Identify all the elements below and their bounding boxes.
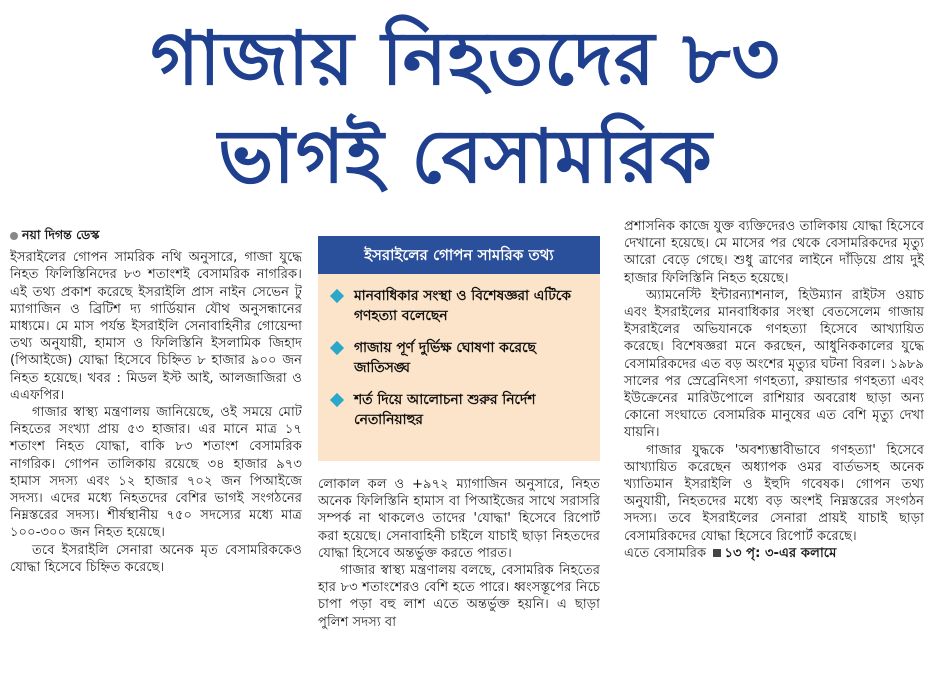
headline bbox=[0, 0, 931, 222]
paragraph: লোকাল কল ও +৯৭২ ম্যাগাজিন অনুসারে, নিহত অনেক ফিলিস্তিনি হামাস বা পিআইজের সাথে সরাসরি সম্পর্ক না থাকলেও তাদের 'যোদ্ধা' হিসেবে রিপোর্ট করা হয়েছে। সেনাবাহিনী চাইলে যাচাই ছাড়া নিহতদের যোদ্ধা হিসেবে অন্তর্ভুক্ত করতে পারত। bbox=[318, 477, 600, 561]
diamond-bullet-icon bbox=[330, 341, 344, 355]
infobox-title: ইসরাইলের গোপন সামরিক তথ্য bbox=[318, 236, 600, 274]
continuation-lead: এতে বেসামরিক bbox=[624, 545, 707, 561]
paragraph: গাজার স্বাস্থ্য মন্ত্রণালয় বলছে, বেসামরিক নিহতের হার ৮৩ শতাংশেরও বেশি হতে পারে। ধ্বংসস্তূপের নিচে চাপা পড়া বহু লাশ এতে অন্তর্ভুক্ত হয়নি। এ ছাড়া পুলিশ সদস্য বা bbox=[318, 563, 600, 630]
byline-text: নয়া দিগন্ত ডেস্ক bbox=[22, 227, 100, 242]
column-1 bbox=[10, 226, 302, 576]
infobox-list bbox=[318, 274, 600, 430]
paragraph: গাজার স্বাস্থ্য মন্ত্রণালয় জানিয়েছে, ওই সময়ে মোট নিহতের সংখ্যা প্রায় ৫৩ হাজার। এর মানে মাত্র ১৭ শতাংশ নিহত যোদ্ধা, বাকি ৮৩ শতাংশ বেসামরিক নাগরিক। গোপন তালিকায় রয়েছে ৩৪ হাজার ৯৭৩ হামাস সদস্য এবং ১২ হাজার ৭০২ জন পিআইজে সদস্য। এদের মধ্যে নিহতদের বেশির ভাগই সংগঠনের নিম্নস্তরের সদস্য। শীর্ষস্থানীয় ৭৫০ সদস্যের মধ্যে মাত্র ১০০-৩০০ জন নিহত হয়েছে। bbox=[10, 405, 302, 541]
infobox-item-text: শর্ত দিয়ে আলোচনা শুরুর নির্দেশ নেতানিয়াহুর bbox=[354, 392, 536, 428]
jump-link[interactable]: ১৩ পৃ: ৩-এর কলামে bbox=[724, 545, 837, 561]
byline-dot-icon bbox=[10, 232, 18, 240]
infobox-item-text: গাজায় পূর্ণ দুর্ভিক্ষ ঘোষণা করেছে জাতিসঙ্ঘ bbox=[354, 340, 536, 376]
headline-line-2: ভাগই বেসামরিক bbox=[218, 114, 713, 200]
headline-line-1: গাজায় নিহতদের ৮৩ bbox=[150, 16, 781, 102]
paragraph: গাজার যুদ্ধকে 'অবশ্যম্ভাবীভাবে গণহত্যা' হিসেবে আখ্যায়িত করেছেন অধ্যাপক ওমর বার্তভসহ অনেক খ্যাতিমান ইসরাইলি ও ইহুদি গবেষক। গোপন তথ্য অনুযায়ী, নিহতদের মধ্যে বড় অংশই নিম্নস্তরের সংগঠন সদস্য। তবে ইসরাইলের সেনারা প্রায়ই যাচাই ছাড়া বেসামরিকদের যোদ্ধা হিসেবে রিপোর্ট করেছে। bbox=[624, 442, 924, 544]
column-3 bbox=[624, 218, 924, 562]
infobox-item bbox=[328, 286, 590, 326]
paragraph: অ্যামনেস্টি ইন্টারন্যাশনাল, হিউম্যান রাইটস ওয়াচ এবং ইসরাইলের মানবাধিকার সংস্থা বেতসেলেম গাজায় ইসরাইলের অভিযানকে গণহত্যা হিসেবে আখ্যায়িত করেছে। বিশেষজ্ঞরা মনে করছেন, আধুনিককালের যুদ্ধে বেসামরিকদের এত বড় অংশের মৃত্যুর ঘটনা বিরল। ১৯৮৯ সালের পর স্রেব্রেনিৎসা গণহত্যা, রুয়ান্ডার গণহত্যা এবং ইউক্রেনের মারিউপোলে রাশিয়ার অবরোধ ছাড়া অন্য কোনো সংঘাতে বেসামরিক মানুষের এত বেশি মৃত্যু দেখা যায়নি। bbox=[624, 287, 924, 441]
infobox-item-text: মানবাধিকার সংস্থা ও বিশেষজ্ঞরা এটিকে গণহত্যা বলেছেন bbox=[354, 288, 571, 324]
column-2 bbox=[318, 476, 600, 631]
continuation-line bbox=[624, 545, 924, 562]
paragraph: তবে ইসরাইলি সেনারা অনেক মৃত বেসামরিককেও যোদ্ধা হিসেবে চিহ্নিত করেছে। bbox=[10, 542, 302, 575]
infobox-item bbox=[328, 338, 590, 378]
infobox bbox=[318, 236, 600, 461]
jump-marker-icon bbox=[713, 549, 721, 557]
infobox-item bbox=[328, 390, 590, 430]
diamond-bullet-icon bbox=[330, 289, 344, 303]
byline bbox=[10, 226, 302, 243]
paragraph: ইসরাইলের গোপন সামরিক নথি অনুসারে, গাজা যুদ্ধে নিহত ফিলিস্তিনিদের ৮৩ শতাংশই বেসামরিক নাগরিক। এই তথ্য প্রকাশ করেছে ইসরাইলি প্রাস নাইন সেভেন টু ম্যাগাজিন ও ব্রিটিশ দ্য গার্ডিয়ান যৌথ অনুসন্ধানের মাধ্যমে। মে মাস পর্যন্ত ইসরাইলি সেনাবাহিনীর গোয়েন্দা তথ্য অনুযায়ী, হামাস ও ফিলিস্তিনি ইসলামিক জিহাদ (পিআইজে) যোদ্ধা হিসেবে চিহ্নিত ৮ হাজার ৯০০ জন নিহত হয়েছে। খবর : মিডল ইস্ট আই, আলজাজিরা ও এএফপির। bbox=[10, 250, 302, 403]
paragraph: প্রশাসনিক কাজে যুক্ত ব্যক্তিদেরও তালিকায় যোদ্ধা হিসেবে দেখানো হয়েছে। মে মাসের পর থেকে বেসামরিকদের মৃত্যু আরো বেড়ে গেছে। শুধু ত্রাণের লাইনে দাঁড়িয়ে প্রায় দুই হাজার ফিলিস্তিনি নিহত হয়েছে। bbox=[624, 219, 924, 286]
diamond-bullet-icon bbox=[330, 393, 344, 407]
